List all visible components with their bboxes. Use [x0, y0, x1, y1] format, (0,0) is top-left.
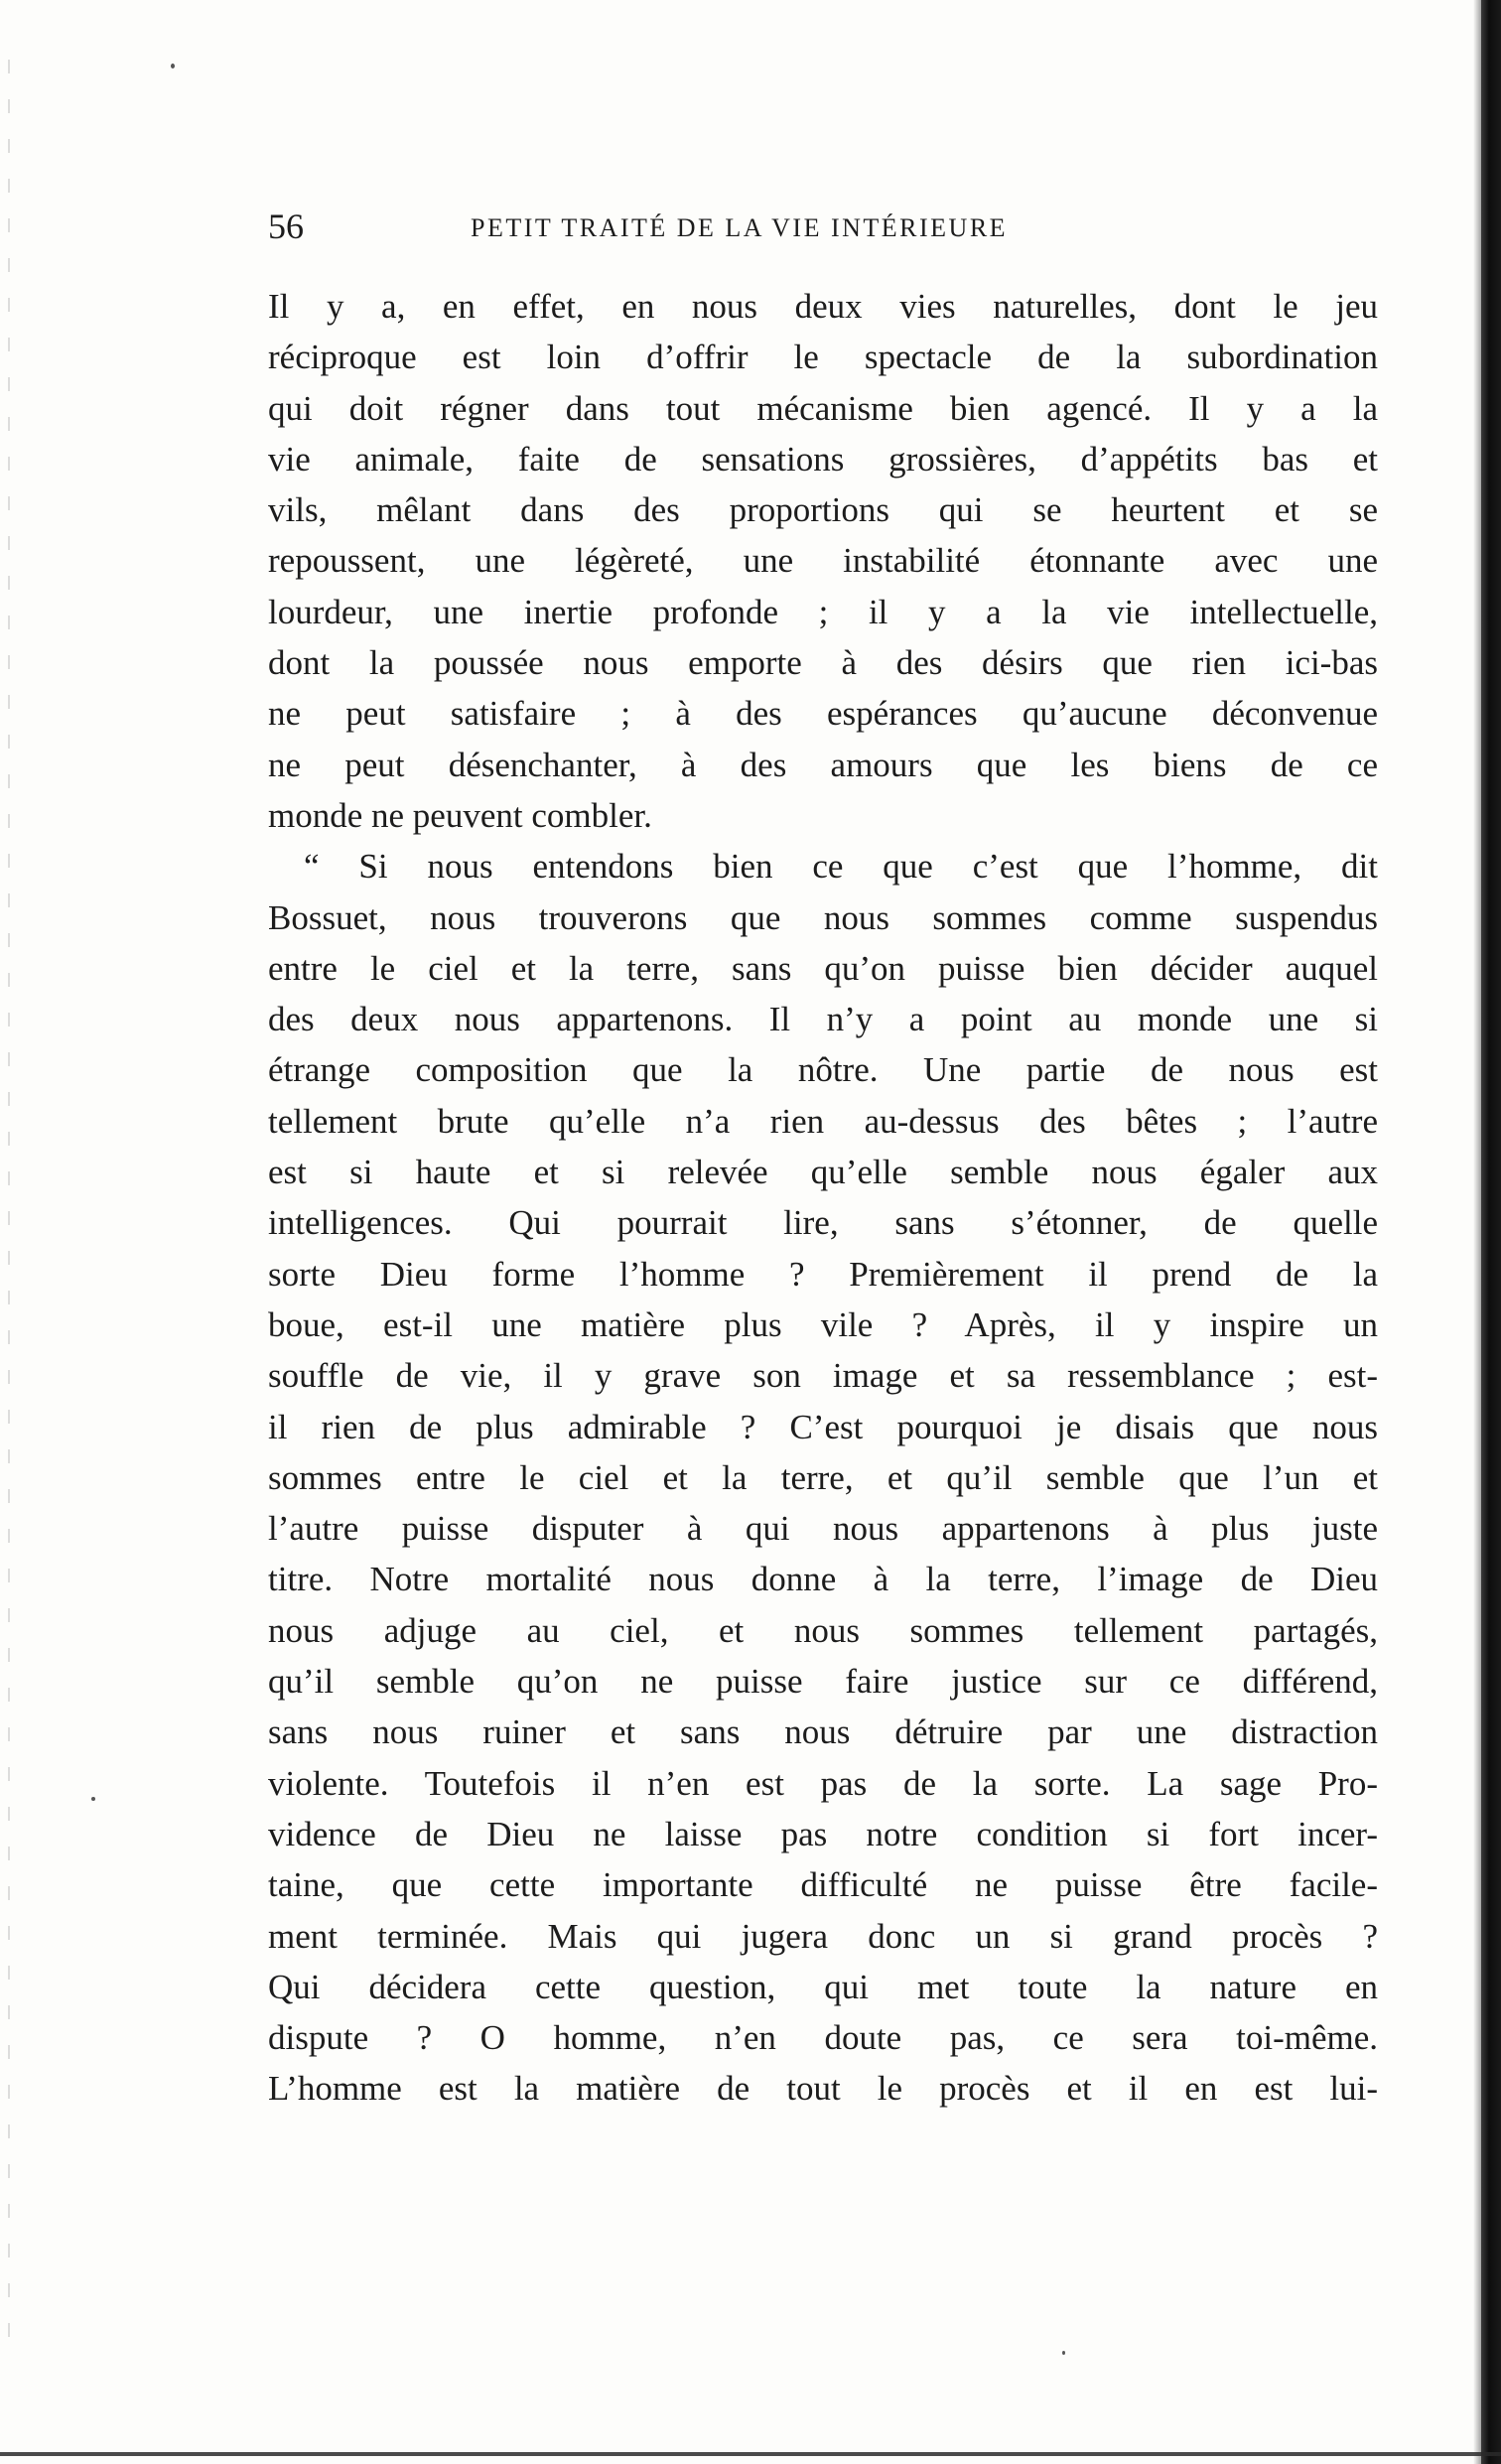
text-line: Il y a, en effet, en nous deux vies naturelles, dont le jeu	[268, 287, 1378, 326]
text-line: “ Si nous entendons bien ce que c’est que l’homme, dit	[304, 847, 1378, 887]
running-head: PETIT TRAITÉ DE LA VIE INTÉRIEURE	[471, 213, 1009, 242]
scan-binding-shadow	[1473, 0, 1481, 2464]
scan-right-edge	[1481, 0, 1501, 2464]
text-line: qui doit régner dans tout mécanisme bien agencé. Il y a la	[268, 388, 1378, 428]
text-line: sans nous ruiner et sans nous détruire par une distraction	[268, 1712, 1378, 1752]
page-header	[268, 202, 1380, 251]
body-text	[268, 281, 1378, 2115]
text-line: étrange composition que la nôtre. Une partie de nous est	[268, 1050, 1378, 1090]
text-line: violente. Toutefois il n’en est pas de la sorte. La sage Pro-	[268, 1763, 1378, 1803]
text-line: monde ne peuvent combler.	[268, 795, 652, 835]
text-line: Bossuet, nous trouverons que nous sommes comme suspendus	[268, 897, 1378, 937]
text-line: titre. Notre mortalité nous donne à la terre, l’image de Dieu	[268, 1560, 1378, 1599]
scan-speck	[171, 64, 175, 68]
text-line: ne peut satisfaire ; à des espérances qu’aucune déconvenue	[268, 694, 1378, 734]
text-line: nous adjuge au ciel, et nous sommes tellement partagés,	[268, 1610, 1378, 1650]
text-line: vidence de Dieu ne laisse pas notre condition si fort incer-	[268, 1814, 1378, 1853]
text-line: tellement brute qu’elle n’a rien au-dessus des bêtes ; l’autre	[268, 1101, 1378, 1141]
scan-speck	[91, 1797, 95, 1801]
text-line: est si haute et si relevée qu’elle semble nous égaler aux	[268, 1153, 1378, 1192]
text-line: taine, que cette importante difficulté ne puisse être facile-	[268, 1865, 1378, 1905]
text-line: dispute ? O homme, n’en doute pas, ce sera toi-même.	[268, 2018, 1378, 2058]
text-line: sorte Dieu forme l’homme ? Premièrement il prend de la	[268, 1254, 1378, 1294]
text-line: réciproque est loin d’offrir le spectacle de la subordination	[268, 338, 1378, 377]
scan-speck	[1062, 2351, 1065, 2355]
page-number: 56	[268, 206, 304, 246]
text-line: boue, est-il une matière plus vile ? Après, il y inspire un	[268, 1304, 1378, 1344]
text-line: intelligences. Qui pourrait lire, sans s’étonner, de quelle	[268, 1203, 1378, 1243]
text-line: repoussent, une légèreté, une instabilité étonnante avec une	[268, 541, 1378, 581]
text-line: Qui décidera cette question, qui met toute la nature en	[268, 1967, 1378, 2006]
text-line: vie animale, faite de sensations grossières, d’appétits bas et	[268, 439, 1378, 479]
text-line: sommes entre le ciel et la terre, et qu’il semble que l’un et	[268, 1457, 1378, 1497]
text-line: vils, mêlant dans des proportions qui se heurtent et se	[268, 490, 1378, 530]
text-line: il rien de plus admirable ? C’est pourquoi je disais que nous	[268, 1407, 1378, 1446]
text-line: ne peut désenchanter, à des amours que les biens de ce	[268, 745, 1378, 784]
text-line: des deux nous appartenons. Il n’y a point au monde une si	[268, 1000, 1378, 1039]
text-line: l’autre puisse disputer à qui nous appartenons à plus juste	[268, 1509, 1378, 1549]
text-line: lourdeur, une inertie profonde ; il y a la vie intellectuelle,	[268, 592, 1378, 631]
text-line: dont la poussée nous emporte à des désirs que rien ici-bas	[268, 643, 1378, 683]
text-line: ment terminée. Mais qui jugera donc un si grand procès ?	[268, 1916, 1378, 1956]
scan-bottom-edge	[0, 2452, 1501, 2456]
text-line: qu’il semble qu’on ne puisse faire justice sur ce différend,	[268, 1662, 1378, 1702]
scan-left-edge	[8, 60, 10, 2343]
text-line: L’homme est la matière de tout le procès et il en est lui-	[268, 2069, 1378, 2109]
text-line: souffle de vie, il y grave son image et sa ressemblance ; est-	[268, 1356, 1378, 1396]
text-line: entre le ciel et la terre, sans qu’on puisse bien décider auquel	[268, 948, 1378, 988]
